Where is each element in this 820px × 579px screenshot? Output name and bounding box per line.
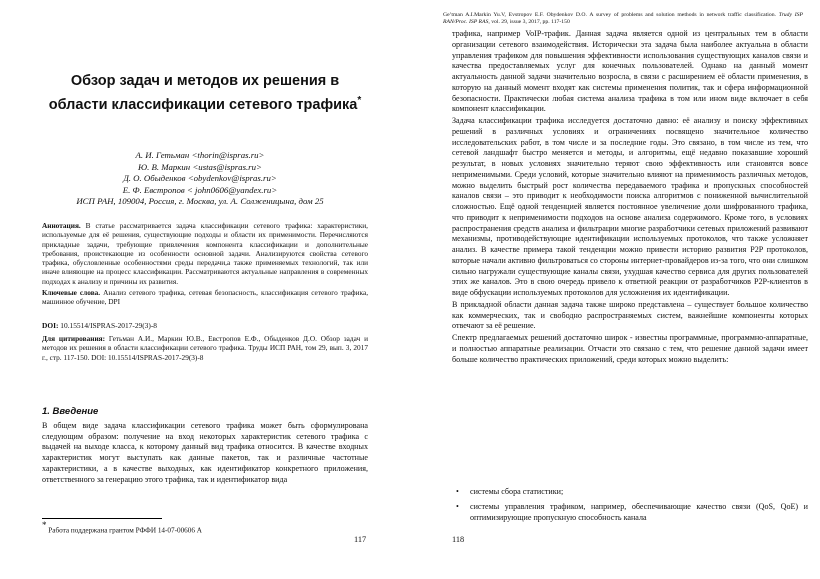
author-line: Ю. В. Маркин <ustas@ispras.ru> bbox=[138, 161, 262, 172]
footnote bbox=[42, 521, 202, 534]
bullet-list bbox=[452, 487, 808, 527]
citation-text: Гетьман А.И., Маркин Ю.В., Евстропов Е.Ф., Обыденков Д.О. Обзор задач и методов их решения в области классификации сетевого трафика. Труды ИСП РАН, том 29, вып. 3, 2017 г., стр. 117-150. DOI: 10.15514/ISPRAS-2017-29(3)-8 bbox=[42, 334, 369, 362]
running-header-tail: , vol. 29, issue 3, 2017, pp. 117-150 bbox=[488, 19, 570, 25]
abstract bbox=[42, 221, 368, 286]
page-118 bbox=[410, 0, 820, 579]
keywords-label: Ключевые слова. bbox=[42, 288, 101, 297]
title-footnote-mark: * bbox=[357, 95, 362, 106]
body-text bbox=[452, 29, 808, 365]
keywords-text: Анализ сетевого трафика, сетевая безопасность, классификация сетевого трафика, машинное обучение, DPI bbox=[42, 288, 369, 307]
author-list bbox=[30, 150, 370, 208]
page-number: 117 bbox=[354, 535, 367, 544]
body-paragraph: Задача классификации трафика исследуется достаточно давно: её анализу и поиску эффективных решений в различных условиях и ограничениях посвящено значительное количество исследовательских работ, в том числе и за последние годы. Это связано, в том числе из тем, что сетевой ландшафт быстро меняется и методы, и алгоритмы, ещё недавно показавшие хороший результат, в новых условиях значительно теряют свою эффективность или становятся вовсе неприменимыми. Среди условий, которые значительно влияют на применимость различных методов, можно выделить быстрый рост количества передаваемого трафика и пропускных способностей каналов связи – это приводит к необходимости поиска алгоритмов с пониженной вычислительной сложностью. Ещё одной тенденцией является постоянное увеличение доли шифрованного трафика, что приводит к неприменимости подходов на основе анализа содержимого. Кроме того, в условиях распространения средств анализа и фильтрации многие разработчики сетевых приложений развивают механизмы, противодействующие идентификации используемых протоколов, что также усложняет анализ. В качестве примера такой тенденции можно привести историю развития P2P протоколов, которые начали активно фильтроваться со стороны интернет-провайдеров из-за того, что они слишком сильно нагружали существующие каналы связи, ухудшая качество сервиса для других пользователей этих же каналов. Это в свою очередь привело к ответной реакции от разработчиков P2P-клиентов в виде обфускации используемых протоколов для усложнения их идентификации. bbox=[452, 116, 808, 297]
abstract-text: В статье рассматривается задача классификации сетевого трафика: характеристики, используемые для её решения, существующие подходы и области их применимости. Перечисляются прикладные задачи, требующие привлечения компонента классификации и дополнительные требования, проистекающие из особенности основной задачи. Анализируются свойства сетевого трафика, обусловленные особенностями среды передачи,а также применяемых технологий, так или иначе влияющие на процесс классификации. Рассматриваются актуальные направления в современных подходах к анализу и причины их развития. bbox=[42, 221, 368, 286]
body-paragraph: В прикладной области данная задача также широко представлена – существует большое количество как коммерческих, так и свободно распространяемых систем, важнейшие компоненты которых отвечают за её решение. bbox=[452, 299, 808, 331]
intro-paragraph: В общем виде задача классификации сетевого трафика может быть сформулирована следующим образом: получение на вход некоторых характеристик сетевого трафика с выдачей на выходе класса, к которому данный вид трафика относится. В качестве входных характеристик могут выступать как данные пакетов, так и различные частотные характеристики, а в качестве выходных, как идентификатор конкретного приложения, ответственного за генерацию этого трафика, так и идентификатор вида bbox=[42, 421, 368, 484]
bullet-icon: • bbox=[456, 487, 459, 496]
list-item: • системы сбора статистики; bbox=[452, 487, 808, 498]
running-header-authors: Ge’tman A.I.Markin Yu.V, Evstropov E.F. Obydenkov D.O. A survey of problems and solution methods in network traffic classification. bbox=[443, 12, 776, 18]
affiliation-line: ИСП РАН, 109004, Россия, г. Москва, ул. А. Солженицына, дом 25 bbox=[76, 196, 324, 207]
citation bbox=[42, 334, 368, 362]
author-line: А. И. Гетьман <thorin@ispras.ru> bbox=[135, 150, 265, 160]
footnote-divider bbox=[42, 518, 162, 519]
section-heading: 1. Введение bbox=[42, 406, 99, 417]
article-title: Обзор задач и методов их решения в области классификации сетевого трафика* bbox=[48, 73, 362, 113]
keywords bbox=[42, 288, 368, 307]
body-paragraph: трафика, например VoIP-трафик. Данная задача является одной из центральных тем в области организации сетевого взаимодействия. Исторически эта задача была наиболее актуальна в области управления трафиком для повышения эффективности использования существующих каналов связи и качества предоставляемых услуг для конечных пользователей. Однако на данный момент актуальность данной задачи значительно возросла, в связи с расширением её области применения, в которую на данный момент входят как системы применения политик, так и сфера информационной безопасности. Практически любая система анализа трафика в том или ином виде включает в себя компонент классификации. bbox=[452, 29, 808, 114]
page-number: 118 bbox=[452, 535, 465, 544]
list-item: • системы управления трафиком, например, обеспечивающие качество связи (QoS, QoE) и оптимизирующие пропускную способность канала bbox=[452, 502, 808, 524]
citation-label: Для цитирования: bbox=[42, 334, 106, 343]
doi bbox=[42, 321, 368, 330]
footnote-mark: * bbox=[42, 520, 47, 530]
author-line: Д. О. Обыденков <obydenkov@ispras.ru> bbox=[123, 173, 277, 184]
doi-value: 10.15514/ISPRAS-2017-29(3)-8 bbox=[60, 321, 157, 330]
footnote-text: Работа поддержана грантом РФФИ 14-07-00606 А bbox=[48, 526, 202, 535]
running-header bbox=[443, 12, 803, 26]
body-paragraph: Спектр предлагаемых решений достаточно широк - известны программные, программно-аппаратные, и полностью аппаратные реализации. Отчасти это связано с тем, что решение данной задачи имеет больше количество практических приложений, среди которых можно выделить: bbox=[452, 333, 808, 364]
doi-label: DOI: bbox=[42, 321, 59, 330]
author-line: Е. Ф. Евстропов < john0606@yandex.ru> bbox=[122, 184, 278, 195]
bullet-icon: • bbox=[456, 501, 459, 511]
running-header-journal: Trudy ISP RAN/Proc. ISP RAS bbox=[443, 12, 803, 25]
abstract-label: Аннотация. bbox=[42, 221, 81, 230]
